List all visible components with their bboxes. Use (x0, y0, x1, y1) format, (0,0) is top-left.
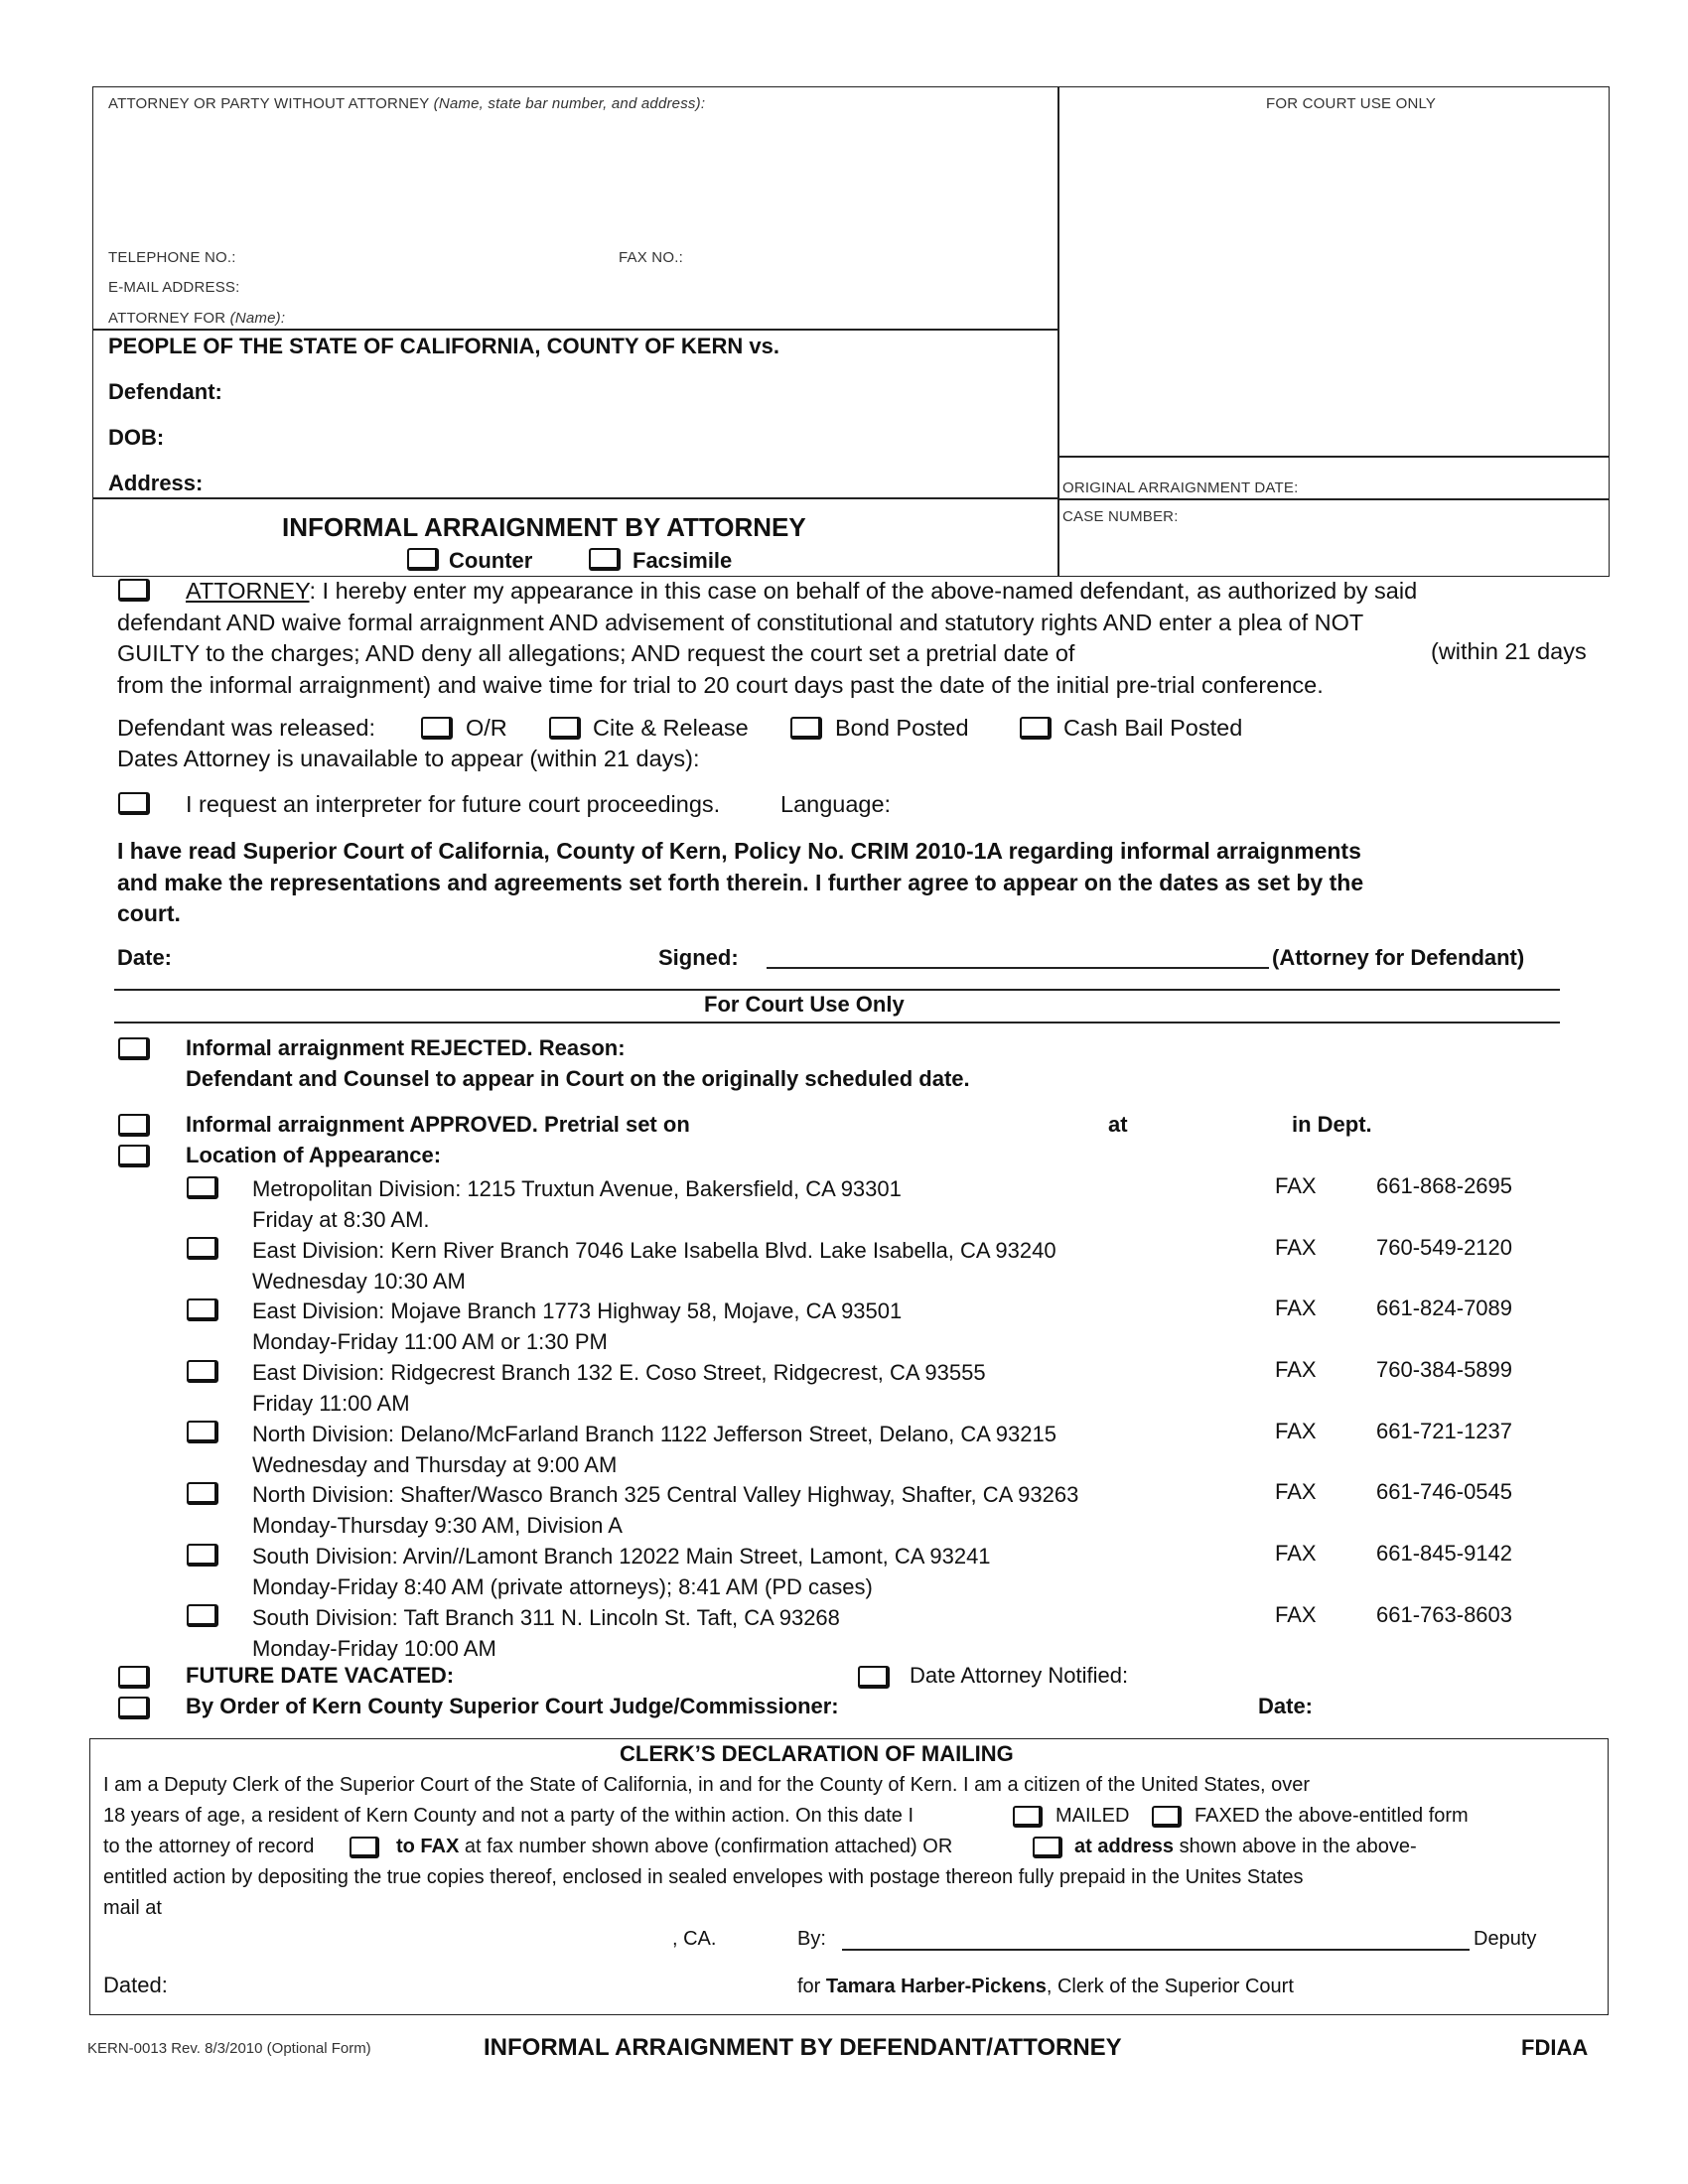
location-kern-river-checkbox[interactable] (187, 1237, 218, 1260)
location-kern-river: East Division: Kern River Branch 7046 Lake Isabella Blvd. Lake Isabella, CA 93240 Wednesday 10:30 AM (252, 1238, 1056, 1294)
location-taft-checkbox[interactable] (187, 1604, 218, 1627)
cash-bail-checkbox[interactable] (1020, 717, 1052, 740)
fax-label: FAX (1275, 1173, 1317, 1198)
faxed-label: FAXED the above-entitled form (1195, 1805, 1469, 1827)
defendant-label: Defendant: (108, 379, 222, 404)
location-mojave-checkbox[interactable] (187, 1298, 218, 1321)
date-notified-label: Date Attorney Notified: (910, 1663, 1129, 1688)
signature-line[interactable] (767, 967, 1269, 969)
location-checkbox[interactable] (118, 1145, 150, 1167)
fax-label: FAX (1275, 1419, 1317, 1443)
location-metropolitan: Metropolitan Division: 1215 Truxtun Avenue, Bakersfield, CA 93301 Friday at 8:30 AM. (252, 1176, 902, 1232)
location-shafter-checkbox[interactable] (187, 1482, 218, 1505)
fax-label: FAX (1275, 1235, 1317, 1260)
email-label: E-MAIL ADDRESS: (108, 279, 240, 296)
location-arvin: South Division: Arvin//Lamont Branch 12022 Main Street, Lamont, CA 93241 Monday-Friday 8:40 AM (private attorneys); 8:41 AM (PD cases) (252, 1544, 991, 1599)
future-vacated-label: FUTURE DATE VACATED: (186, 1663, 455, 1688)
or-label: O/R (466, 715, 507, 741)
location-taft: South Division: Taft Branch 311 N. Lincoln St. Taft, CA 93268 Monday-Friday 10:00 AM (252, 1605, 840, 1661)
fax-number: 760-549-2120 (1376, 1235, 1513, 1260)
court-use-heading: For Court Use Only (704, 992, 905, 1017)
address-label: Address: (108, 471, 204, 495)
facsimile-checkbox[interactable] (589, 548, 621, 571)
clerk-signature: for Tamara Harber-Pickens, Clerk of the Superior Court (797, 1976, 1294, 1997)
language-label: Language: (780, 791, 892, 817)
case-number-label: CASE NUMBER: (1062, 508, 1179, 525)
policy-paragraph: I have read Superior Court of California, County of Kern, Policy No. CRIM 2010-1A regarding informal arraignments and make the representations and agreements set forth therein. I further agree to appear on the dates as set by the court. (117, 838, 1364, 926)
cash-bail-label: Cash Bail Posted (1063, 715, 1243, 741)
attorney-paragraph: ATTORNEY: I hereby enter my appearance in this case on behalf of the above-named defendant, as authorized by said defendant AND waive formal arraignment AND advisement of constitutional and statutory rights AND enter a plea of NOT GUILTY to the charges; AND deny all allegations; AND request the court set a pretrial date of from the informal arraignment) and waive time for trial to 20 court days past the date of the initial pre-trial conference. (117, 578, 1418, 698)
deputy-label: Deputy (1474, 1928, 1537, 1950)
orig-arraignment-label: ORIGINAL ARRAIGNMENT DATE: (1062, 479, 1299, 496)
footer-code: FDIAA (1521, 2035, 1589, 2060)
telephone-label: TELEPHONE NO.: (108, 249, 236, 266)
fax-number: 760-384-5899 (1376, 1357, 1513, 1382)
fax-label: FAX (1275, 1479, 1317, 1504)
to-fax-checkbox[interactable] (350, 1837, 379, 1858)
date-notified-checkbox[interactable] (858, 1666, 890, 1689)
location-ridgecrest: East Division: Ridgecrest Branch 132 E. Coso Street, Ridgecrest, CA 93555 Friday 11:00 AM (252, 1360, 986, 1416)
location-arvin-checkbox[interactable] (187, 1544, 218, 1567)
rejected-reason: Informal arraignment REJECTED. Reason: (186, 1035, 626, 1060)
people-line: PEOPLE OF THE STATE OF CALIFORNIA, COUNTY OF KERN vs. (108, 334, 779, 358)
fax-label: FAX NO.: (619, 249, 683, 266)
location-shafter: North Division: Shafter/Wasco Branch 325 Central Valley Highway, Shafter, CA 93263 Monday-Thursday 9:30 AM, Division A (252, 1482, 1079, 1538)
form-title: INFORMAL ARRAIGNMENT BY ATTORNEY (282, 512, 806, 542)
fax-label: FAX (1275, 1602, 1317, 1627)
at-address-checkbox[interactable] (1033, 1837, 1062, 1858)
interpreter-label: I request an interpreter for future court proceedings. (186, 791, 721, 817)
within-21-days: (within 21 days (1431, 638, 1587, 664)
footer-title: INFORMAL ARRAIGNMENT BY DEFENDANT/ATTORNEY (484, 2034, 1122, 2061)
location-label: Location of Appearance: (186, 1143, 442, 1167)
interpreter-checkbox[interactable] (118, 792, 150, 815)
clerk-line-3b: to FAX at fax number shown above (confirmation attached) OR (396, 1836, 953, 1857)
bond-posted-label: Bond Posted (835, 715, 969, 741)
fax-label: FAX (1275, 1357, 1317, 1382)
unavailable-label: Dates Attorney is unavailable to appear (within 21 days): (117, 746, 700, 771)
counter-checkbox[interactable] (407, 548, 439, 571)
faxed-checkbox[interactable] (1152, 1806, 1182, 1828)
clerk-line-3a: to the attorney of record (103, 1836, 315, 1857)
mailed-label: MAILED (1055, 1805, 1130, 1827)
fax-number: 661-746-0545 (1376, 1479, 1513, 1504)
rejected-note: Defendant and Counsel to appear in Court on the originally scheduled date. (186, 1066, 970, 1091)
fax-number: 661-763-8603 (1376, 1602, 1513, 1627)
by-order-label: By Order of Kern County Superior Court Judge/Commissioner: (186, 1694, 839, 1718)
dept-label: in Dept. (1292, 1112, 1372, 1137)
court-use-bottom-rule (114, 1022, 1560, 1024)
attorney-party-label: ATTORNEY OR PARTY WITHOUT ATTORNEY (Name, state bar number, and address): (108, 95, 706, 112)
dob-label: DOB: (108, 425, 165, 450)
fax-number: 661-824-7089 (1376, 1296, 1513, 1320)
cite-release-checkbox[interactable] (549, 717, 581, 740)
counter-label: Counter (449, 548, 533, 573)
location-ridgecrest-checkbox[interactable] (187, 1360, 218, 1383)
cite-release-label: Cite & Release (593, 715, 749, 741)
dated-label: Dated: (103, 1973, 168, 1997)
order-date-label: Date: (1258, 1694, 1314, 1718)
signed-label: Signed: (658, 945, 739, 970)
attorney-date-label: Date: (117, 945, 173, 970)
clerk-line-3c: at address shown above in the above- (1074, 1836, 1417, 1857)
attorney-for-defendant: (Attorney for Defendant) (1272, 945, 1525, 970)
mailed-checkbox[interactable] (1013, 1806, 1043, 1828)
location-delano: North Division: Delano/McFarland Branch 1122 Jefferson Street, Delano, CA 93215 Wednesday and Thursday at 9:00 AM (252, 1422, 1056, 1477)
by-label: By: (797, 1928, 826, 1950)
fax-label: FAX (1275, 1541, 1317, 1566)
by-order-checkbox[interactable] (118, 1697, 150, 1719)
location-mojave: East Division: Mojave Branch 1773 Highway 58, Mojave, CA 93501 Monday-Friday 11:00 AM or 1:30 PM (252, 1298, 903, 1354)
clerk-line-4: entitled action by depositing the true copies thereof, enclosed in sealed envelopes with postage thereon fully prepaid in the Unites States (103, 1866, 1304, 1888)
approved-label: Informal arraignment APPROVED. Pretrial set on (186, 1112, 690, 1137)
location-metropolitan-checkbox[interactable] (187, 1176, 218, 1199)
deputy-signature-line[interactable] (842, 1949, 1470, 1951)
bond-posted-checkbox[interactable] (790, 717, 822, 740)
facsimile-label: Facsimile (633, 548, 733, 573)
at-label: at (1108, 1112, 1128, 1137)
clerk-line-1: I am a Deputy Clerk of the Superior Court of the State of California, in and for the County of Kern. I am a citizen of the United States, over (103, 1774, 1311, 1796)
fax-number: 661-868-2695 (1376, 1173, 1513, 1198)
released-label: Defendant was released: (117, 715, 375, 741)
clerk-heading: CLERK’S DECLARATION OF MAILING (620, 1741, 1014, 1766)
clerk-line-2: 18 years of age, a resident of Kern County and not a party of the within action. On this date I (103, 1805, 914, 1827)
fax-number: 661-721-1237 (1376, 1419, 1513, 1443)
court-use-label: FOR COURT USE ONLY (1266, 95, 1437, 112)
fax-label: FAX (1275, 1296, 1317, 1320)
or-checkbox[interactable] (421, 717, 453, 740)
rejected-checkbox[interactable] (118, 1037, 150, 1060)
footer-form-id: KERN-0013 Rev. 8/3/2010 (Optional Form) (87, 2040, 371, 2057)
fax-number: 661-845-9142 (1376, 1541, 1513, 1566)
court-use-box (1057, 86, 1610, 458)
attorney-for-label: ATTORNEY FOR (Name): (108, 310, 286, 327)
attorney-heading: ATTORNEY (186, 578, 310, 604)
clerk-line-5: mail at (103, 1897, 162, 1919)
approved-checkbox[interactable] (118, 1114, 150, 1137)
future-vacated-checkbox[interactable] (118, 1666, 150, 1689)
court-use-top-rule (114, 989, 1560, 991)
location-delano-checkbox[interactable] (187, 1421, 218, 1443)
ca-label: , CA. (672, 1928, 717, 1950)
